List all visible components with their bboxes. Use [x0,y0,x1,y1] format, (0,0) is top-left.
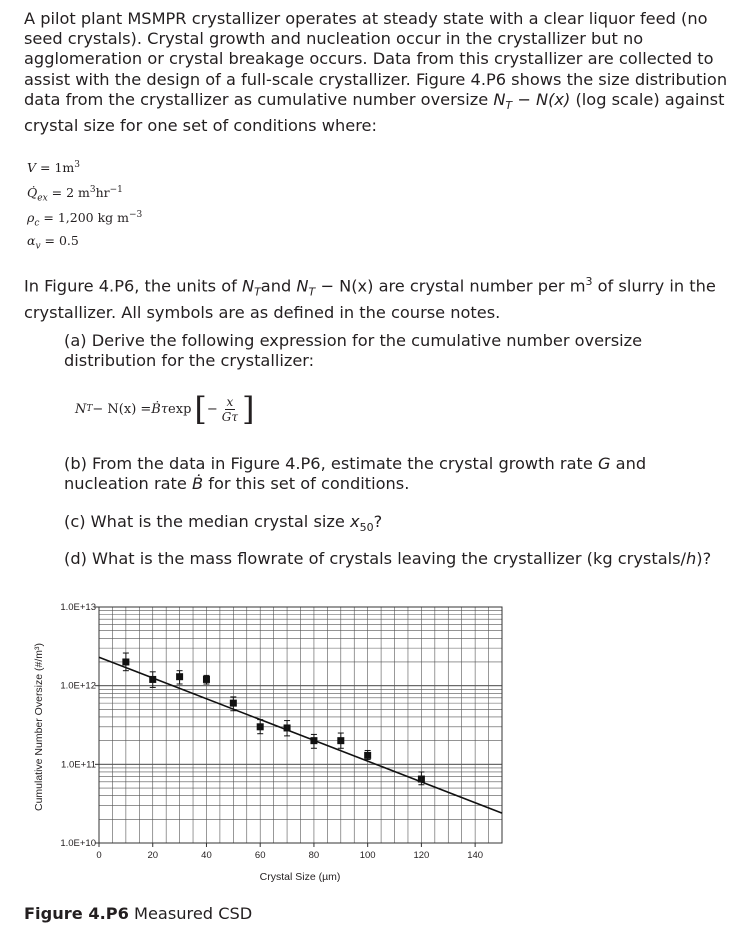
intro-paragraph: A pilot plant MSMPR crystallizer operates at steady state with a clear liquor feed (no seed crystals). Crystal growth and nucleation occur in the crystallizer but no agglomeration or crystal breakage occurs. Data from this crystallizer are collected to assist with the design of a full-scale crystallizer. Figure 4.P6 shows the size distribution data from the crystallizer as cumulative number oversize $N_T - N(x)$ (log scale) against crystal size for one set of conditions where: [24,9,728,136]
data-point [230,700,237,707]
y-tick-label: 1.0E+10 [60,838,96,849]
y-tick-label: 1.0E+11 [61,759,96,771]
variable-density: $\rho_c = 1,200$ kg $m^{-3}$ [27,210,143,229]
question-d: (d) What is the mass flowrate of crystals leaving the crystallizer (kg crystals/h)? [64,549,712,568]
data-point [310,737,317,744]
x-tick-label: 0 [96,850,102,861]
data-point [364,752,371,759]
data-point [176,673,183,680]
x-tick-label: 120 [413,850,430,861]
question-c: (c) What is the median crystal size $x_{50}$? [64,512,383,535]
fraction: $\frac{x}{G\tau}$ [221,394,239,424]
figure-caption: Figure 4.P6 Measured CSD [24,904,253,923]
exp-bracket: [ − $\frac{x}{G\tau}$ ] [194,390,255,428]
y-tick-label: 1.0E+13 [60,602,96,613]
x-tick-label: 40 [201,850,212,861]
x-tick-label: 140 [467,850,484,861]
data-point [122,658,129,665]
variable-list [27,153,142,253]
csd-chart [0,590,756,910]
data-point [337,737,344,744]
x-tick-label: 20 [147,850,159,861]
variable-volume: $V = 1m^3$ [27,160,81,176]
y-tick-label: 1.0E+12 [60,680,96,692]
variable-flowrate: $Q̇_{ex} = 2$ $m^3hr^{-1}$ [27,185,123,204]
data-point [418,776,425,783]
chart-tick-labels [60,602,483,861]
data-point [203,676,210,683]
y-axis-label: Cumulative Number Oversize (#/m³) [33,642,45,812]
x-tick-label: 100 [359,850,376,861]
x-axis-label: Crystal Size (µm) [259,871,341,883]
data-point [284,724,291,731]
x-tick-label: 60 [254,850,266,861]
chart-gridlines [99,607,502,843]
data-point [149,676,156,683]
data-point [257,723,264,730]
variable-shape-factor: $\alpha_v = 0.5$ [27,233,79,252]
x-tick-label: 80 [308,850,320,861]
question-a: (a) Derive the following expression for the cumulative number oversize distribution for the crystallizer: [64,331,643,371]
cumulative-distribution-equation: N T − N(x) = Ḃτ exp [ − $\frac{x}{G\tau}$ ] [75,390,255,428]
units-paragraph: In Figure 4.P6, the units of $N_Tand$ $N_T - N(x)$ are crystal number per $m^3$ of slurry in the crystallizer. All symbols are as defined in the course notes. [24,275,716,322]
question-b: (b) From the data in Figure 4.P6, estimate the crystal growth rate G and nucleation rate Ḃ for this set of conditions. [64,454,647,494]
